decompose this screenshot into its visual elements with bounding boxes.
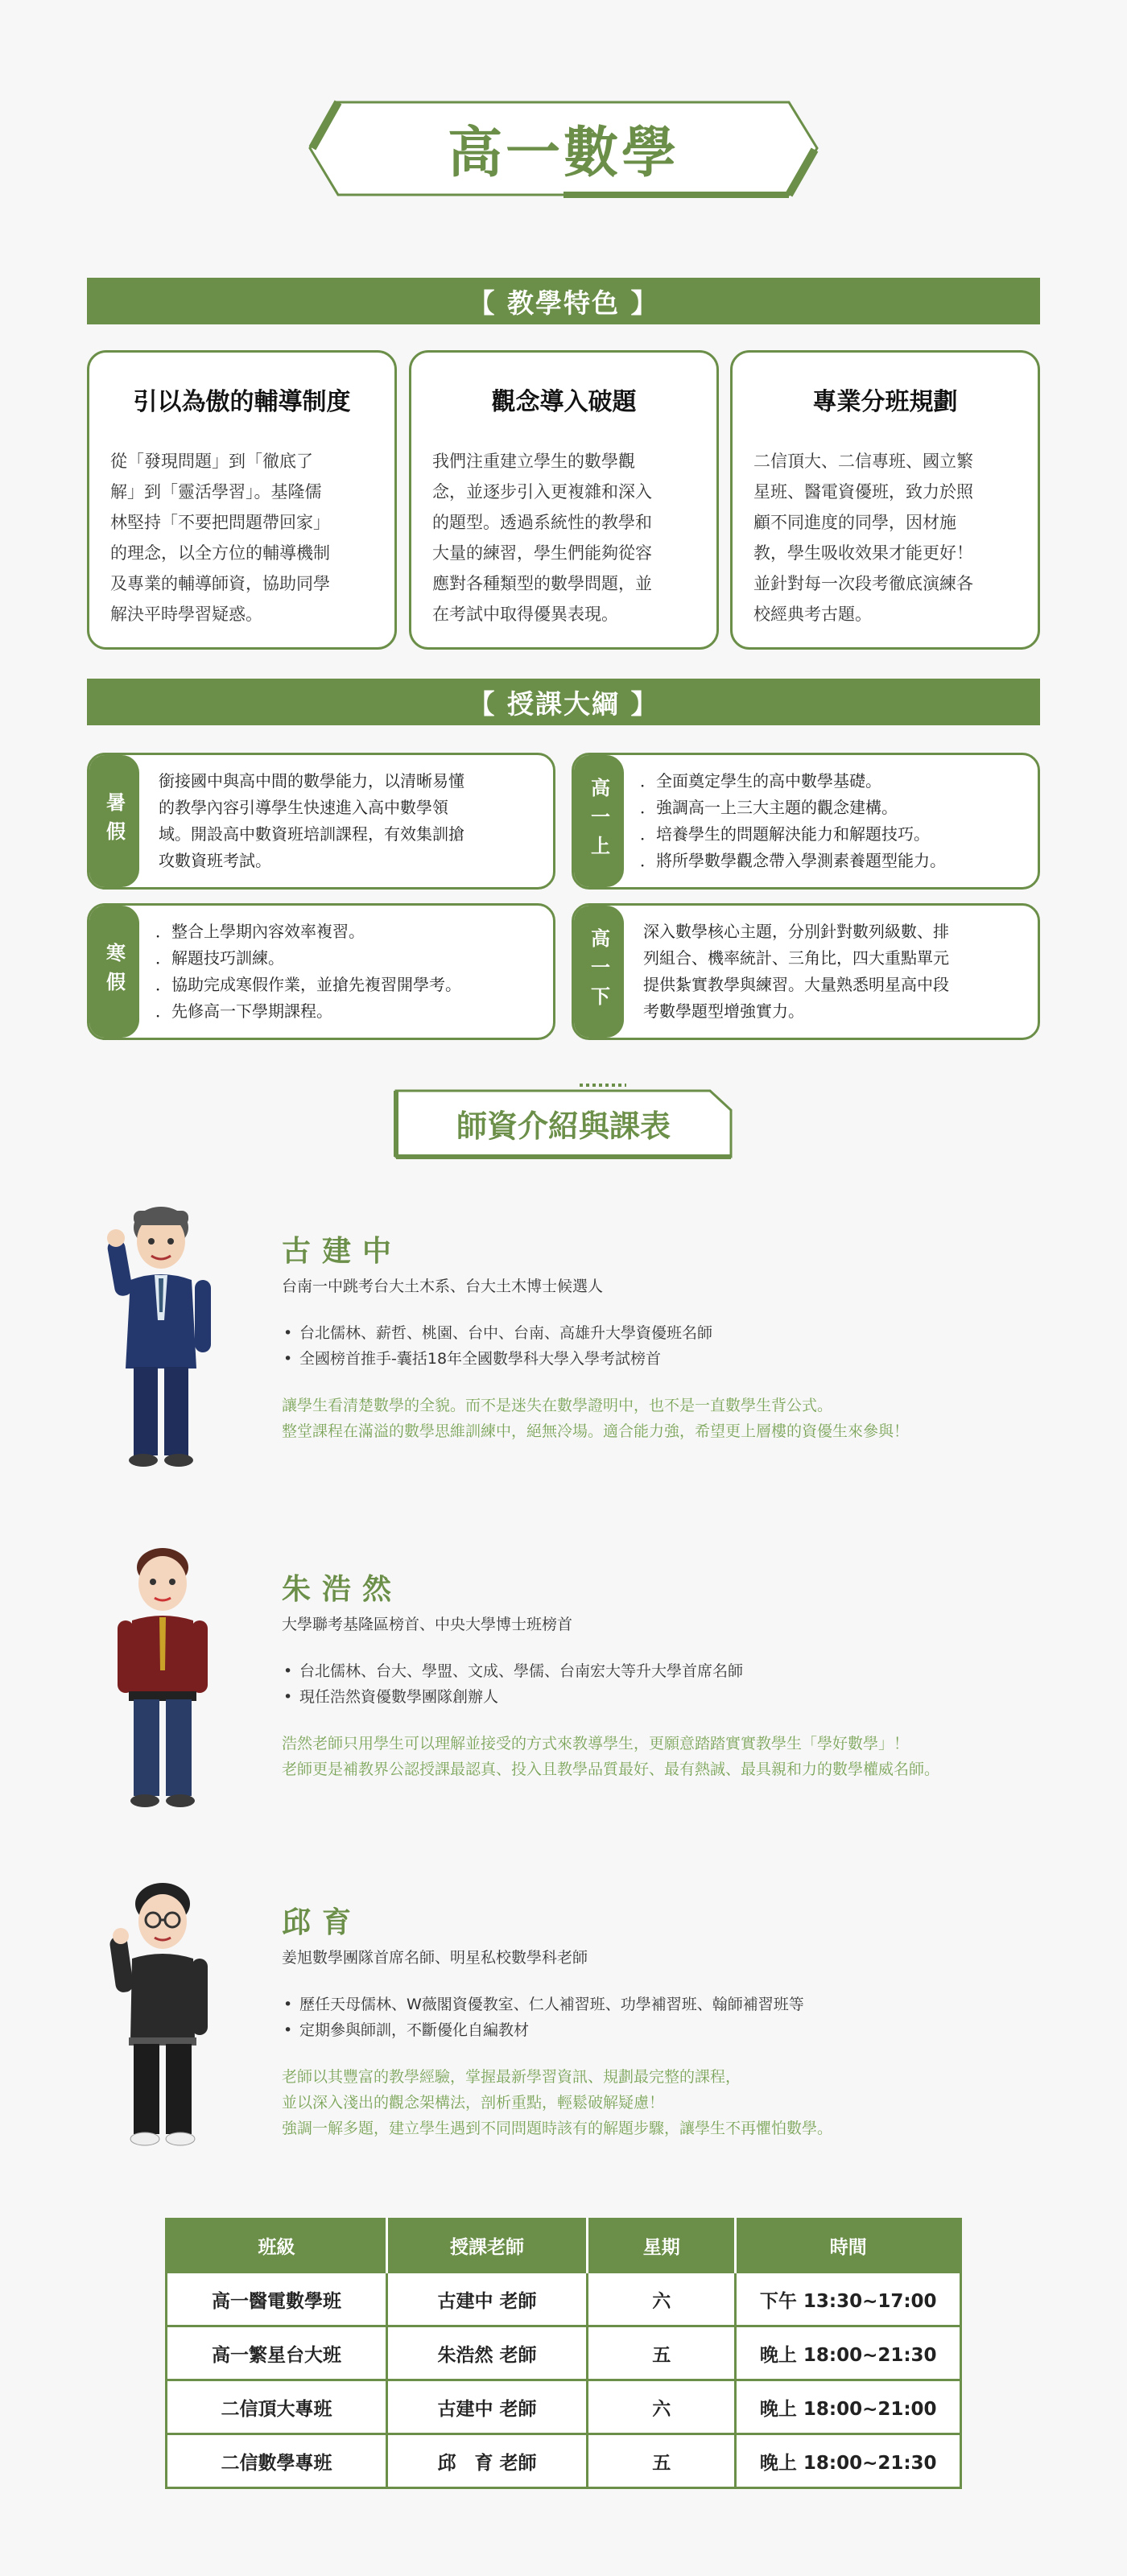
teacher-info <box>282 1567 1055 1782</box>
class-cell: 二信數學專班 <box>167 2434 387 2488</box>
feature-line: 解」到「靈活學習」。基隆儒 <box>110 482 322 502</box>
feature-line: 校經典考古題。 <box>753 605 872 624</box>
teachers-banner <box>393 1083 734 1160</box>
feature-card <box>409 350 719 650</box>
teacher-info <box>282 1228 1055 1444</box>
teacher-desc-line: 並以深入淺出的觀念架構法，剖析重點，輕鬆破解疑慮！ <box>282 2094 665 2112</box>
syllabus-body <box>643 919 1023 1025</box>
teacher-credential: • 台北儒林、台大、學盟、文成、學儒、台南宏大等升大學首席名師 <box>282 1658 1055 1684</box>
teacher-subtitle: 大學聯考基隆區榜首、中央大學博士班榜首 <box>282 1616 573 1633</box>
feature-card-body <box>432 446 696 630</box>
feature-card <box>87 350 397 650</box>
time-cell: 晚上 18:00~21:00 <box>736 2380 961 2434</box>
syllabus-line: ． 強調高一上三大主題的觀念建構。 <box>640 795 1023 821</box>
teacher-credential: • 定期參與師訓，不斷優化自編教材 <box>282 2017 1055 2043</box>
table-row <box>167 2273 961 2326</box>
feature-card <box>730 350 1040 650</box>
syllabus-line: ． 整合上學期內容效率複習。 <box>155 919 539 945</box>
feature-line: 的理念，以全方位的輔導機制 <box>110 543 330 563</box>
feature-card-body <box>110 446 374 630</box>
syllabus-tab: 寒假 <box>89 906 139 1038</box>
class-cell: 二信頂大專班 <box>167 2380 387 2434</box>
syllabus-line: ． 先修高一下學期課程。 <box>155 998 539 1025</box>
table-row <box>167 2434 961 2488</box>
syllabus-line: ． 全面奠定學生的高中數學基礎。 <box>640 768 1023 795</box>
syllabus-body <box>640 768 1023 874</box>
syllabus-line: ． 解題技巧訓練。 <box>155 945 539 972</box>
teacher-credentials <box>282 1992 1055 2043</box>
feature-line: 在考試中取得優異表現。 <box>432 605 618 624</box>
teacher-subtitle: 姜旭數學團隊首席名師、明星私校數學科老師 <box>282 1949 588 1967</box>
time-cell: 下午 13:30~17:00 <box>736 2273 961 2326</box>
feature-card-body <box>753 446 1017 630</box>
syllabus-card-winter <box>87 903 555 1040</box>
teacher-avatar <box>105 1872 225 2161</box>
teacher-subtitle: 台南一中跳考台大土木系、台大土木博士候選人 <box>282 1278 604 1295</box>
feature-line: 從「發現問題」到「徹底了 <box>110 452 313 471</box>
teacher-avatar <box>105 1534 225 1823</box>
weekday-cell: 六 <box>588 2380 736 2434</box>
schedule-header-cell: 班級 <box>167 2219 387 2273</box>
teacher-name: 朱浩然 <box>282 1573 403 1606</box>
syllabus-line: 深入數學核心主題，分別針對數列級數、排 <box>643 922 949 941</box>
teacher-credential: • 現任浩然資優數學團隊創辦人 <box>282 1684 1055 1710</box>
syllabus-body <box>159 768 539 874</box>
teacher-credentials <box>282 1658 1055 1710</box>
teacher-description <box>282 1731 1055 1782</box>
teacher-credential: • 台北儒林、薪哲、桃園、台中、台南、高雄升大學資優班名師 <box>282 1320 1055 1346</box>
teacher-desc-line: 整堂課程在滿溢的數學思維訓練中，絕無冷場。適合能力強，希望更上層樓的資優生來參與！ <box>282 1422 910 1440</box>
teacher-desc-line: 老師以其豐富的教學經驗，掌握最新學習資訊、規劃最完整的課程， <box>282 2068 741 2086</box>
teacher-desc-line: 強調一解多題，建立學生遇到不同問題時該有的解題步驟，讓學生不再懼怕數學。 <box>282 2120 833 2137</box>
syllabus-card-summer <box>87 753 555 890</box>
feature-line: 的題型。透過系統性的教學和 <box>432 513 652 532</box>
title-banner <box>306 98 821 199</box>
syllabus-heading: 【 授課大綱 】 <box>87 679 1040 725</box>
table-row <box>167 2326 961 2380</box>
schedule-header-row <box>167 2219 961 2273</box>
syllabus-line: 考數學題型增強實力。 <box>643 1001 804 1021</box>
syllabus-line: ． 協助完成寒假作業，並搶先複習開學考。 <box>155 972 539 998</box>
feature-line: 星班、醫電資優班，致力於照 <box>753 482 973 502</box>
teacher-desc-line: 讓學生看清楚數學的全貌。而不是迷失在數學證明中，也不是一直數學生背公式。 <box>282 1397 833 1414</box>
weekday-cell: 五 <box>588 2326 736 2380</box>
syllabus-line: 的教學內容引導學生快速進入高中數學領 <box>159 798 448 817</box>
feature-line: 應對各種類型的數學問題，並 <box>432 574 652 593</box>
teacher-desc-line: 浩然老師只用學生可以理解並接受的方式來教導學生，更願意踏踏實實教學生「學好數學」！ <box>282 1735 910 1752</box>
feature-line: 教，學生吸收效果才能更好！ <box>753 543 973 563</box>
feature-line: 二信頂大、二信專班、國立繁 <box>753 452 973 471</box>
teacher-cell: 邱 育 老師 <box>386 2434 587 2488</box>
page-title: 高一數學 <box>447 122 679 185</box>
teachers-heading: 師資介紹與課表 <box>456 1108 671 1144</box>
feature-card-title: 專業分班規劃 <box>812 388 958 416</box>
teacher-description <box>282 1393 1055 1444</box>
syllabus-tab: 高一上 <box>574 755 624 887</box>
syllabus-tab: 暑假 <box>89 755 139 887</box>
class-cell: 高一繁星台大班 <box>167 2326 387 2380</box>
schedule-header-cell: 時間 <box>736 2219 961 2273</box>
feature-line: 顧不同進度的同學，因材施 <box>753 513 956 532</box>
syllabus-tab: 高一下 <box>574 906 624 1038</box>
syllabus-card-g1-second <box>572 903 1040 1040</box>
weekday-cell: 六 <box>588 2273 736 2326</box>
feature-line: 並針對每一次段考徹底演練各 <box>753 574 973 593</box>
syllabus-card-g1-first <box>572 753 1040 890</box>
time-cell: 晚上 18:00~21:30 <box>736 2326 961 2380</box>
teacher-cell: 朱浩然 老師 <box>386 2326 587 2380</box>
feature-line: 及專業的輔導師資，協助同學 <box>110 574 330 593</box>
teacher-description <box>282 2064 1055 2141</box>
syllabus-body <box>155 919 539 1025</box>
teacher-credential: • 歷任天母儒林、W薇閣資優教室、仁人補習班、功學補習班、翰師補習班等 <box>282 1992 1055 2017</box>
feature-line: 解決平時學習疑惑。 <box>110 605 262 624</box>
feature-line: 念，並逐步引入更複雜和深入 <box>432 482 652 502</box>
schedule-header-cell: 授課老師 <box>386 2219 587 2273</box>
feature-card-title: 觀念導入破題 <box>491 388 637 416</box>
schedule-table <box>165 2218 962 2489</box>
class-cell: 高一醫電數學班 <box>167 2273 387 2326</box>
teacher-name: 古建中 <box>282 1235 403 1268</box>
syllabus-line: 提供紮實教學與練習。大量熟悉明星高中段 <box>643 975 949 994</box>
syllabus-line: 銜接國中與高中間的數學能力，以清晰易懂 <box>159 771 464 791</box>
table-row <box>167 2380 961 2434</box>
teacher-cell: 古建中 老師 <box>386 2273 587 2326</box>
syllabus-line: 列組合、機率統計、三角比，四大重點單元 <box>643 948 949 968</box>
features-heading: 【 教學特色 】 <box>87 278 1040 324</box>
teacher-avatar <box>105 1191 225 1481</box>
feature-line: 大量的練習，學生們能夠從容 <box>432 543 652 563</box>
teacher-credentials <box>282 1320 1055 1372</box>
syllabus-line: 域。開設高中數資班培訓課程，有效集訓搶 <box>159 824 464 844</box>
feature-line: 林堅持「不要把問題帶回家」 <box>110 513 330 532</box>
feature-card-title: 引以為傲的輔導制度 <box>133 388 351 416</box>
syllabus-line: ． 將所學數學觀念帶入學測素養題型能力。 <box>640 848 1023 874</box>
teacher-info <box>282 1900 1055 2141</box>
teacher-credential: • 全國榜首推手-囊括18年全國數學科大學入學考試榜首 <box>282 1346 1055 1372</box>
teacher-desc-line: 老師更是補教界公認授課最認真、投入且教學品質最好、最有熱誠、最具親和力的數學權威名師。 <box>282 1761 940 1778</box>
syllabus-line: 攻數資班考試。 <box>159 851 271 870</box>
feature-line: 我們注重建立學生的數學觀 <box>432 452 635 471</box>
syllabus-line: ． 培養學生的問題解決能力和解題技巧。 <box>640 821 1023 848</box>
time-cell: 晚上 18:00~21:30 <box>736 2434 961 2488</box>
schedule-header-cell: 星期 <box>588 2219 736 2273</box>
teacher-name: 邱育 <box>282 1906 363 1939</box>
weekday-cell: 五 <box>588 2434 736 2488</box>
teacher-cell: 古建中 老師 <box>386 2380 587 2434</box>
